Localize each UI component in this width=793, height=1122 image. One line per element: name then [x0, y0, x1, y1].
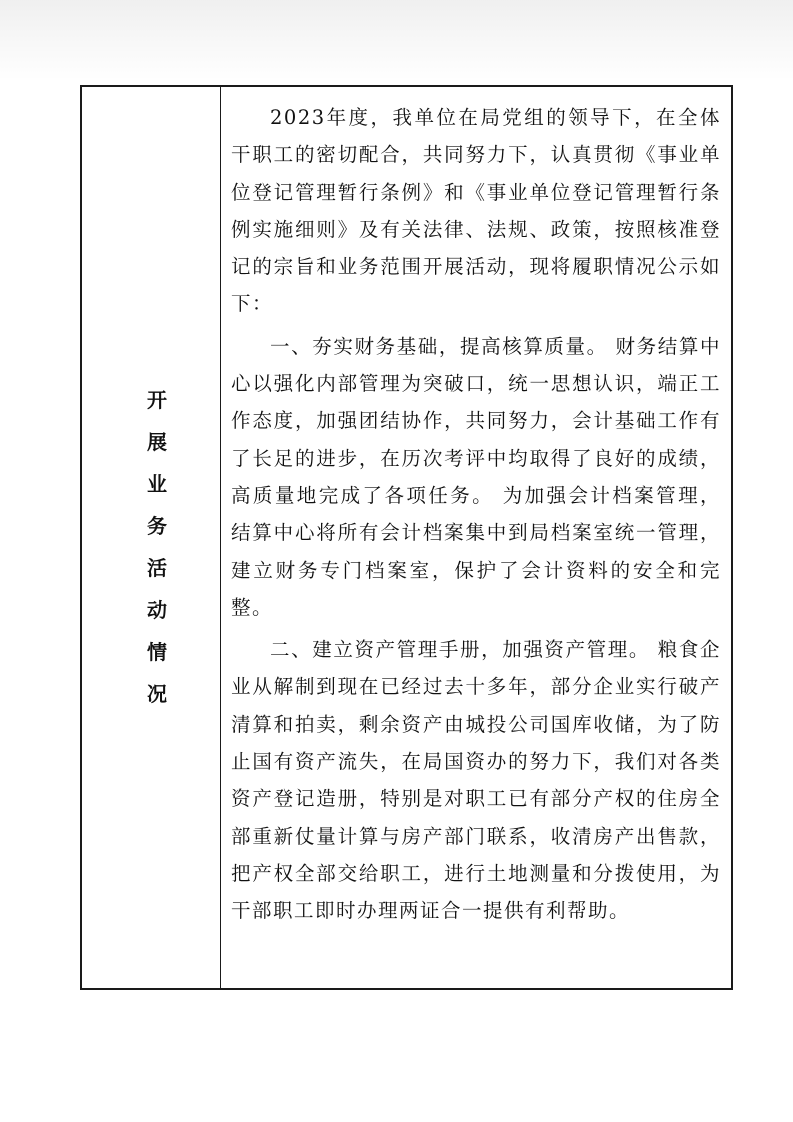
asset-paragraph: 二、建立资产管理手册，加强资产管理。 粮食企业从解制到现在已经过去十多年，部分企业实行破产清算和拍卖，剩余资产由城投公司国库收储，为了防止国有资产流失，在局国资办的努力下，我们对各类资产登记造册，特别是对职工已有部分产权的住房全部重新仗量计算与房产部门联系，收清房产出售款，把产权全部交给职工，进行土地测量和分拨使用，为干部职工即时办理两证合一提供有利帮助。 — [231, 638, 721, 923]
row-label-cell — [82, 87, 220, 988]
row-label-char: 动 — [147, 598, 167, 622]
intro-paragraph: 2023年度，我单位在局党组的领导下，在全体干职工的密切配合，共同努力下，认真贯彻《事业单位登记管理暂行条例》和《事业单位登记管理暂行条例实施细则》及有关法律、法规、政策，按照核准登记的宗旨和业务范围开展活动，现将履职情况公示如下： — [231, 106, 721, 316]
scan-shading — [0, 0, 793, 80]
row-label-char: 业 — [147, 472, 167, 496]
row-label-char: 务 — [147, 514, 167, 538]
finance-paragraph: 一、夯实财务基础，提高核算质量。 财务结算中心以强化内部管理为突破口，统一思想认识，端正工作态度，加强团结协作，共同努力，会计基础工作有了长足的进步，在历次考评中均取得了良好的成绩，高质量地完成了各项任务。 为加强会计档案管理，结算中心将所有会计档案集中到局档案室统一管理，建立财务专门档案室，保护了会计资料的安全和完整。 — [231, 334, 721, 619]
row-label-char: 展 — [147, 430, 167, 454]
row-label-char: 开 — [147, 388, 167, 412]
form-table — [80, 85, 733, 990]
row-label-business-activities — [140, 379, 174, 715]
report-body — [231, 99, 721, 930]
row-label-char: 情 — [147, 640, 167, 664]
row-label-char: 活 — [147, 556, 167, 580]
content-cell — [221, 87, 733, 988]
row-label-char: 况 — [147, 682, 167, 706]
